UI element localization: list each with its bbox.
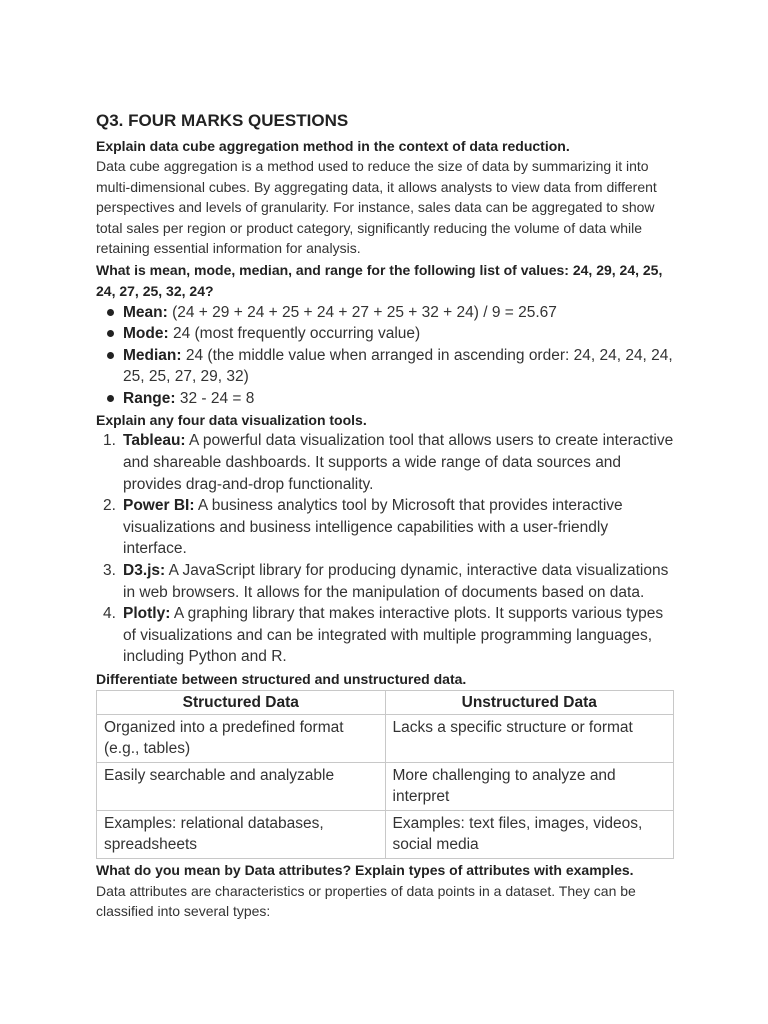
list-item: 2. Power BI: A business analytics tool by Microsoft that provides interactive visualizations and business intelligence capabilities with a user-friendly interface. xyxy=(103,497,623,558)
document-content xyxy=(96,109,676,922)
statistics-list xyxy=(96,302,676,410)
answer-data-cube: Data cube aggregation is a method used to reduce the size of data by summarizing it into multi-dimensional cubes. By aggregating data, it allows analysts to view data from different perspectives and levels of granularity. For instance, sales data can be aggregated to show total sales per region or product category, significantly reducing the volume of data while retaining essential information for analysis. xyxy=(96,158,657,257)
answer-data-attributes: Data attributes are characteristics or properties of data points in a dataset. They can be classified into several types: xyxy=(96,882,636,920)
list-item: Mode: 24 (most frequently occurring value) xyxy=(96,323,676,345)
table-cell: Examples: relational databases, spreadsheets xyxy=(97,810,386,858)
table-row xyxy=(97,714,674,762)
section-title: Q3. FOUR MARKS QUESTIONS xyxy=(96,111,349,130)
list-item: Range: 32 - 24 = 8 xyxy=(96,388,676,410)
table-cell: Examples: text files, images, videos, social media xyxy=(385,810,674,858)
list-item: 3. D3.js: A JavaScript library for producing dynamic, interactive data visualizations in web browsers. It allows for the manipulation of documents based on data. xyxy=(103,562,669,601)
table-cell: Easily searchable and analyzable xyxy=(97,762,386,810)
table-row xyxy=(97,810,674,858)
list-item: 4. Plotly: A graphing library that makes interactive plots. It supports various types of visualizations and can be integrated with multiple programming languages, including Python and R. xyxy=(103,605,664,666)
table-header: Unstructured Data xyxy=(385,691,674,715)
question-structured-data: Differentiate between structured and unstructured data. xyxy=(96,671,467,687)
question-statistics: What is mean, mode, median, and range for the following list of values: 24, 29, 24, 25, 24, 27, 25, 32, 24? xyxy=(96,261,663,299)
table-header-row xyxy=(97,691,674,715)
list-item: Mean: (24 + 29 + 24 + 25 + 24 + 27 + 25 + 32 + 24) / 9 = 25.67 xyxy=(96,302,676,324)
comparison-table xyxy=(96,690,674,859)
question-data-attributes: What do you mean by Data attributes? Explain types of attributes with examples. xyxy=(96,861,634,878)
table-cell: Lacks a specific structure or format xyxy=(385,714,674,762)
question-data-cube: Explain data cube aggregation method in the context of data reduction. xyxy=(96,138,570,154)
question-visualization-tools: Explain any four data visualization tools. xyxy=(96,412,367,429)
table-header: Structured Data xyxy=(97,691,386,715)
list-item: Median: 24 (the middle value when arranged in ascending order: 24, 24, 24, 24, 25, 25, 27, 29, 32) xyxy=(96,345,676,388)
table-cell: More challenging to analyze and interpret xyxy=(385,762,674,810)
list-item: 1. Tableau: A powerful data visualization tool that allows users to create interactive and shareable dashboards. It supports a wide range of data sources and provides drag-and-drop functionality. xyxy=(103,432,674,493)
table-cell: Organized into a predefined format (e.g., tables) xyxy=(97,714,386,762)
visualization-tools-list xyxy=(96,430,676,668)
table-row xyxy=(97,762,674,810)
